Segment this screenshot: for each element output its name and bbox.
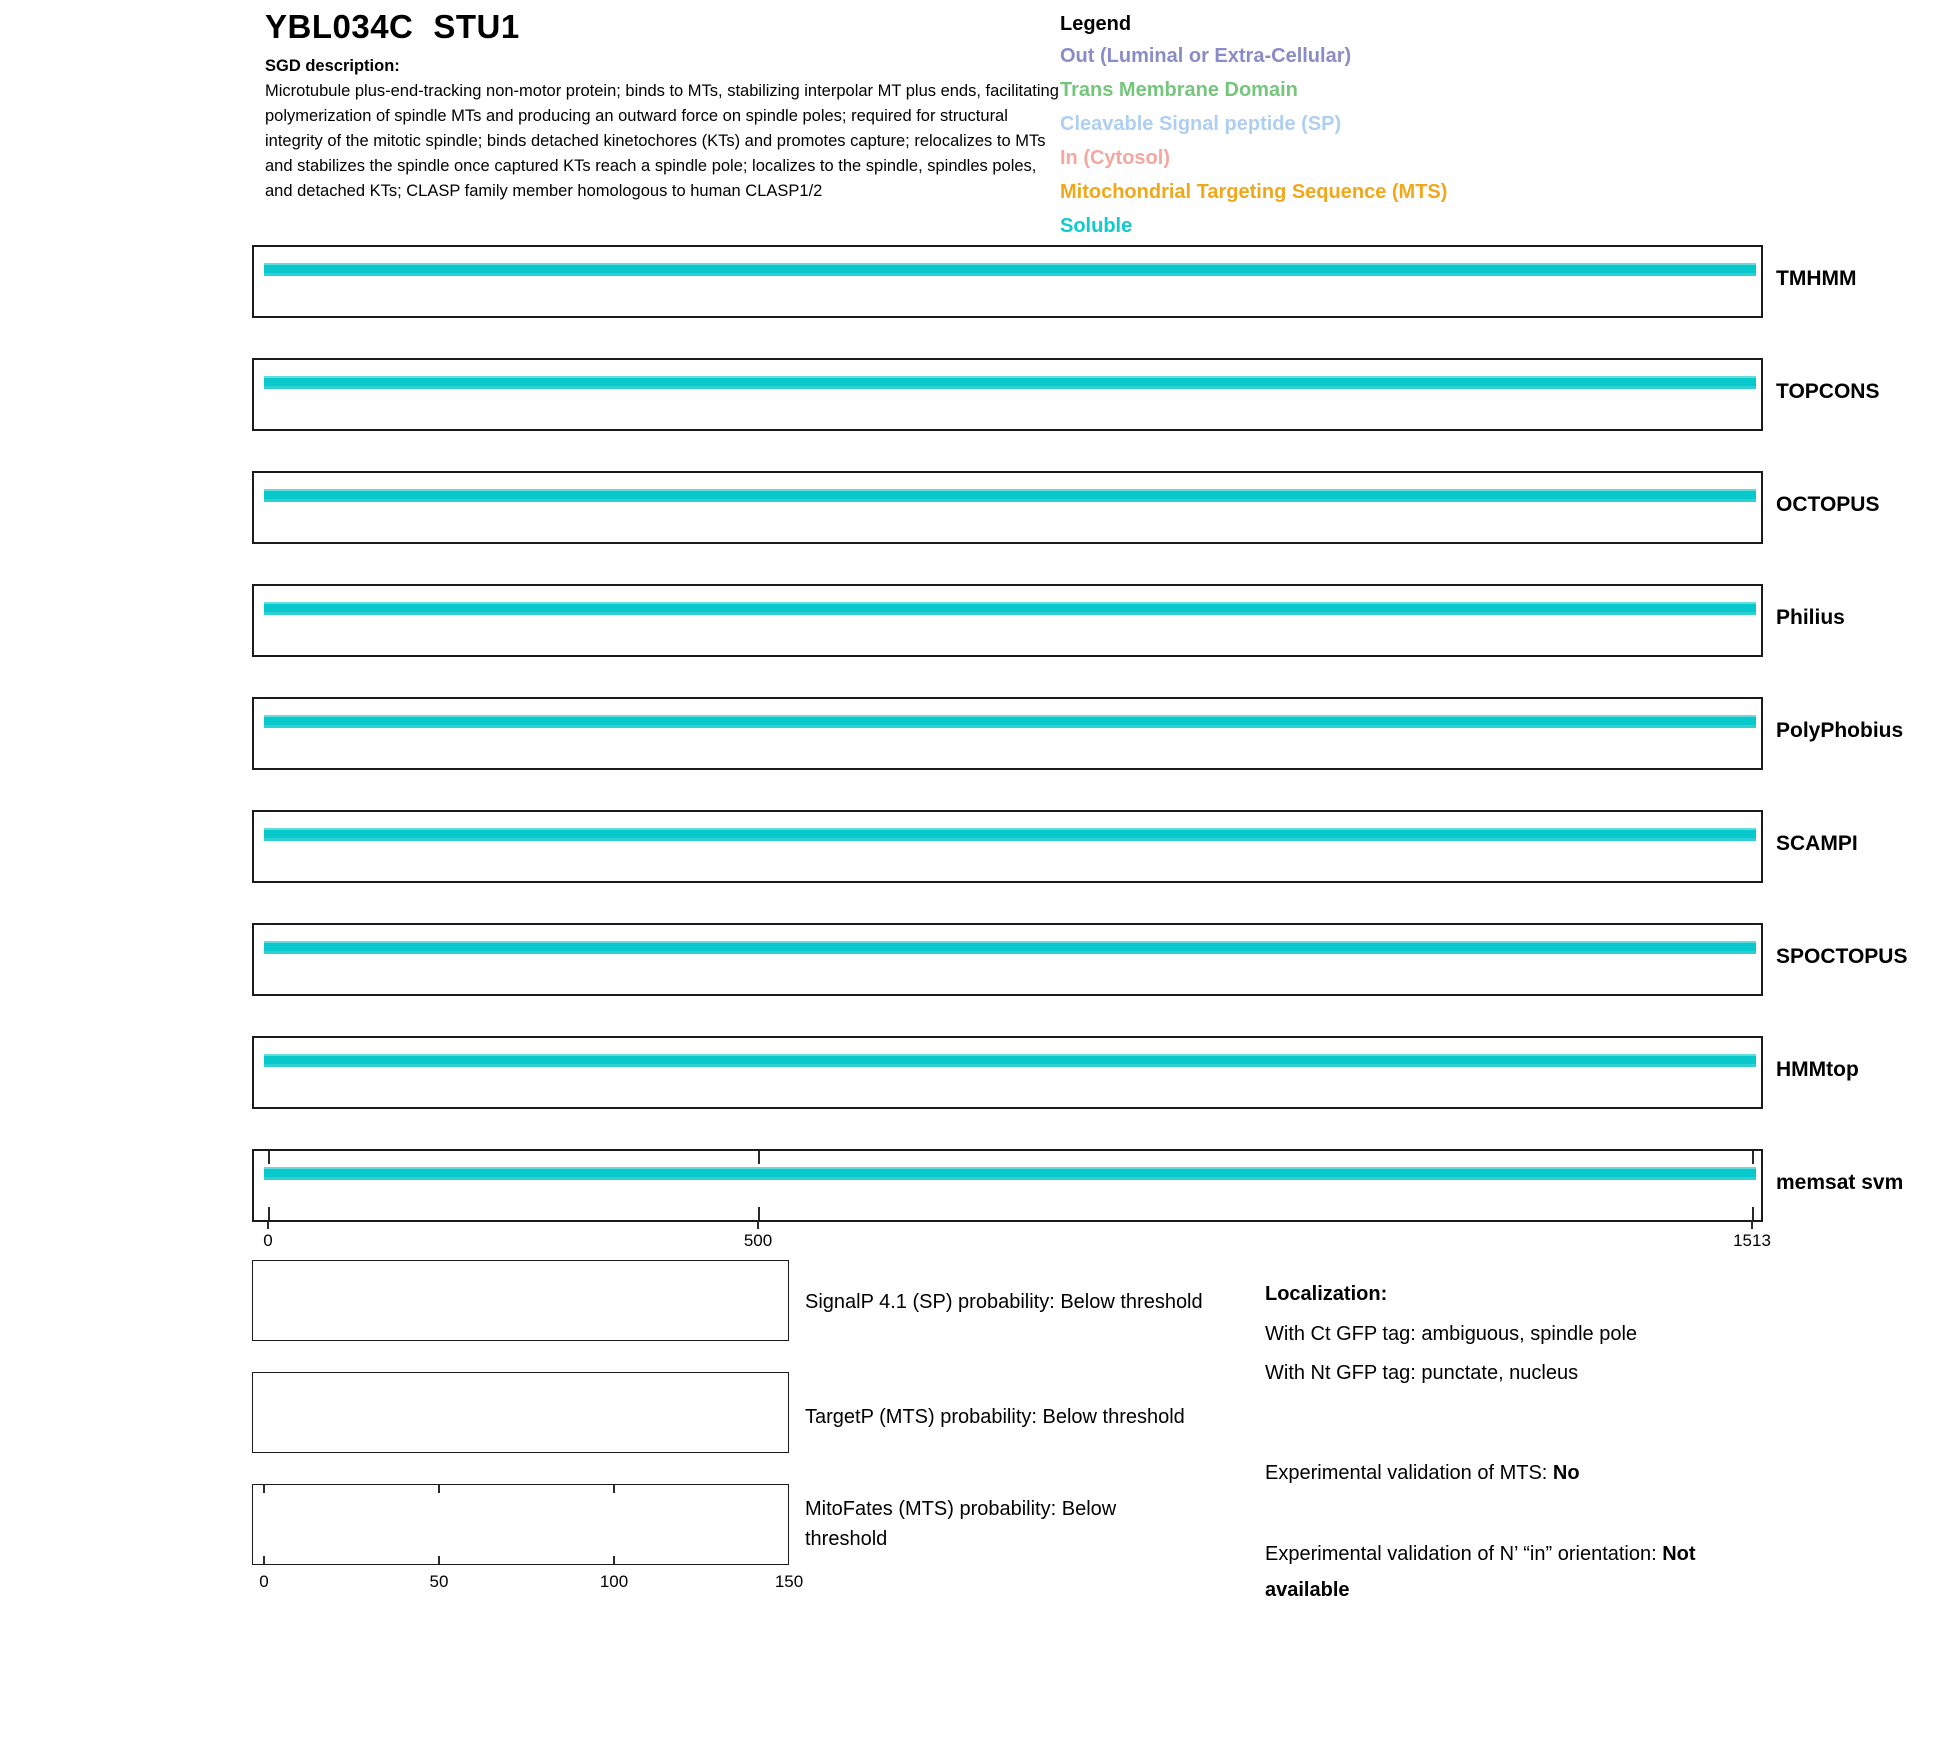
legend-item-out-luminal-or-extra-cellular: Out (Luminal or Extra-Cellular) xyxy=(1060,45,1352,67)
track-box-topcons xyxy=(252,358,1763,431)
probability-axis-tick xyxy=(438,1556,440,1564)
plot-label-line: MitoFates (MTS) probability: Below xyxy=(805,1498,1117,1520)
soluble-span-bar xyxy=(264,715,1756,728)
plot-label-line: TargetP (MTS) probability: Below threshold xyxy=(805,1406,1185,1428)
plot-label-signalp xyxy=(805,1287,1203,1317)
legend-item-mitochondrial-targeting-sequence-mts: Mitochondrial Targeting Sequence (MTS) xyxy=(1060,181,1448,203)
exp-orient-label: Experimental validation of N’ “in” orientation: xyxy=(1265,1543,1657,1565)
soluble-span-bar xyxy=(264,1054,1756,1067)
track-box-spoctopus xyxy=(252,923,1763,996)
probability-axis-tick-label: 100 xyxy=(599,1572,629,1591)
sgd-description-line: polymerization of spindle MTs and producing an outward force on spindle poles; required for structural xyxy=(265,107,1008,125)
residue-axis-tick xyxy=(267,1221,269,1229)
track-box-philius xyxy=(252,584,1763,657)
soluble-span-bar xyxy=(264,1167,1756,1180)
probability-axis-tick xyxy=(263,1556,265,1564)
probability-plot-mitofates xyxy=(252,1484,789,1565)
orf-id: YBL034C xyxy=(265,8,414,45)
sgd-description-line: and stabilizes the spindle once captured KTs reach a spindle pole; localizes to the spindle, spindles poles, xyxy=(265,157,1037,175)
exp-orient-value: Not available xyxy=(1265,1543,1696,1601)
residue-tick xyxy=(758,1207,760,1220)
sgd-description-heading: SGD description: xyxy=(265,57,400,75)
track-box-octopus xyxy=(252,471,1763,544)
legend-item-cleavable-signal-peptide-sp: Cleavable Signal peptide (SP) xyxy=(1060,113,1342,135)
probability-axis-tick xyxy=(613,1556,615,1564)
probability-axis-tick-label: 150 xyxy=(774,1572,804,1591)
residue-axis-tick xyxy=(1751,1221,1753,1229)
track-box-polyphobius xyxy=(252,697,1763,770)
track-label-tmhmm: TMHMM xyxy=(1776,267,1857,290)
exp-mts-value: No xyxy=(1552,1462,1580,1484)
soluble-span-bar xyxy=(264,376,1756,389)
localization-nt-gfp: With Nt GFP tag: punctate, nucleus xyxy=(1265,1362,1579,1384)
probability-axis-tick xyxy=(613,1485,615,1493)
sgd-description-line: and detached KTs; CLASP family member homologous to human CLASP1/2 xyxy=(265,182,823,200)
plot-label-mitofates xyxy=(805,1494,1116,1554)
track-label-philius: Philius xyxy=(1776,606,1845,629)
residue-tick xyxy=(268,1207,270,1220)
track-label-octopus: OCTOPUS xyxy=(1776,493,1880,516)
probability-axis-tick-label: 0 xyxy=(259,1572,269,1591)
experimental-validation-orientation xyxy=(1265,1536,1765,1608)
legend-item-trans-membrane-domain: Trans Membrane Domain xyxy=(1060,79,1298,101)
gene-name: STU1 xyxy=(433,8,520,45)
legend-item-soluble: Soluble xyxy=(1060,215,1133,237)
plot-label-line: SignalP 4.1 (SP) probability: Below threshold xyxy=(805,1291,1203,1313)
track-box-tmhmm xyxy=(252,245,1763,318)
residue-tick xyxy=(1752,1207,1754,1220)
experimental-validation-mts xyxy=(1265,1462,1580,1485)
residue-axis-tick-label: 500 xyxy=(743,1231,773,1250)
localization-ct-gfp: With Ct GFP tag: ambiguous, spindle pole xyxy=(1265,1323,1638,1345)
residue-axis-tick-label: 0 xyxy=(263,1231,273,1250)
probability-axis-tick xyxy=(438,1485,440,1493)
track-label-polyphobius: PolyPhobius xyxy=(1776,719,1904,742)
residue-axis-tick xyxy=(757,1221,759,1229)
page-title xyxy=(265,8,520,46)
plot-label-targetp xyxy=(805,1402,1185,1432)
track-box-scampi xyxy=(252,810,1763,883)
residue-tick xyxy=(758,1151,760,1164)
plot-label-line: threshold xyxy=(805,1528,888,1550)
track-box-hmmtop xyxy=(252,1036,1763,1109)
probability-axis-tick-label: 50 xyxy=(429,1572,449,1591)
soluble-span-bar xyxy=(264,602,1756,615)
track-label-scampi: SCAMPI xyxy=(1776,832,1858,855)
probability-plot-targetp xyxy=(252,1372,789,1453)
exp-mts-label: Experimental validation of MTS: xyxy=(1265,1462,1548,1484)
track-box-memsat-svm xyxy=(252,1149,1763,1222)
soluble-span-bar xyxy=(264,828,1756,841)
track-label-topcons: TOPCONS xyxy=(1776,380,1880,403)
residue-tick xyxy=(268,1151,270,1164)
probability-plot-signalp xyxy=(252,1260,789,1341)
localization-heading: Localization: xyxy=(1265,1283,1388,1305)
legend-title: Legend xyxy=(1060,13,1132,35)
soluble-span-bar xyxy=(264,489,1756,502)
soluble-span-bar xyxy=(264,941,1756,954)
soluble-span-bar xyxy=(264,263,1756,276)
legend-item-in-cytosol: In (Cytosol) xyxy=(1060,147,1170,169)
track-label-memsat-svm: memsat svm xyxy=(1776,1171,1904,1194)
probability-axis-tick xyxy=(263,1485,265,1493)
track-label-spoctopus: SPOCTOPUS xyxy=(1776,945,1908,968)
sgd-description-line: Microtubule plus-end-tracking non-motor protein; binds to MTs, stabilizing interpolar MT plus ends, facilitating xyxy=(265,82,1059,100)
residue-axis-tick-label: 1513 xyxy=(1733,1231,1771,1250)
residue-tick xyxy=(1752,1151,1754,1164)
track-label-hmmtop: HMMtop xyxy=(1776,1058,1859,1081)
sgd-description-line: integrity of the mitotic spindle; binds detached kinetochores (KTs) and promotes capture; relocalizes to MTs xyxy=(265,132,1046,150)
